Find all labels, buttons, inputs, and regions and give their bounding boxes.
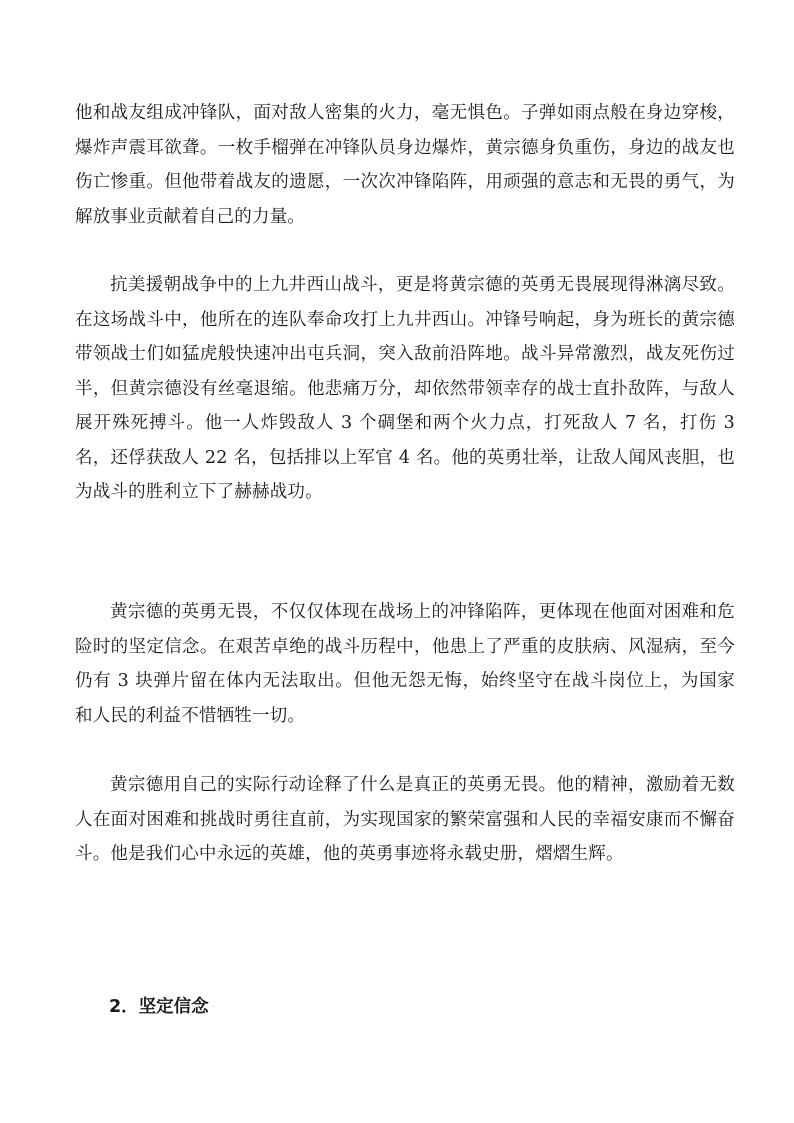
section-heading: 2．坚定信念 bbox=[109, 997, 209, 1017]
body-paragraph-4: 黄宗德用自己的实际行动诠释了什么是真正的英勇无畏。他的精神，激励着无数人在面对困难和挑战时勇往直前，为实现国家的繁荣富强和人民的幸福安康而不懈奋斗。他是我们心中永远的英雄，他的英勇事迹将永载史册，熠熠生辉。 bbox=[75, 775, 735, 864]
body-paragraph-2: 抗美援朝战争中的上九井西山战斗，更是将黄宗德的英勇无畏展现得淋漓尽致。在这场战斗中，他所在的连队奉命攻打上九井西山。冲锋号响起，身为班长的黄宗德带领战士们如猛虎般快速冲出屯兵洞，突入敌前沿阵地。战斗异常激烈，战友死伤过半，但黄宗德没有丝毫退缩。他悲痛万分，却依然带领幸存的战士直扑敌阵，与敌人展开殊死搏斗。他一人炸毁敌人 3 个碉堡和两个火力点，打死敌人 7 名，打伤 3 名，还俘获敌人 22 名，包括排以上军官 4 名。他的英勇壮举，让敌人闻风丧胆，也为战斗的胜利立下了赫赫战功。 bbox=[75, 275, 735, 502]
body-paragraph-1: 他和战友组成冲锋队，面对敌人密集的火力，毫无惧色。子弹如雨点般在身边穿梭，爆炸声震耳欲聋。一枚手榴弹在冲锋队员身边爆炸，黄宗德身负重伤，身边的战友也伤亡惨重。但他带着战友的遗愿，一次次冲锋陷阵，用顽强的意志和无畏的勇气，为解放事业贡献着自己的力量。 bbox=[75, 103, 735, 227]
body-paragraph-3: 黄宗德的英勇无畏，不仅仅体现在战场上的冲锋陷阵，更体现在他面对困难和危险时的坚定信念。在艰苦卓绝的战斗历程中，他患上了严重的皮肤病、风湿病，至今仍有 3 块弹片留在体内无法取出。但他无怨无悔，始终坚守在战斗岗位上，为国家和人民的利益不惜牺牲一切。 bbox=[75, 602, 735, 726]
